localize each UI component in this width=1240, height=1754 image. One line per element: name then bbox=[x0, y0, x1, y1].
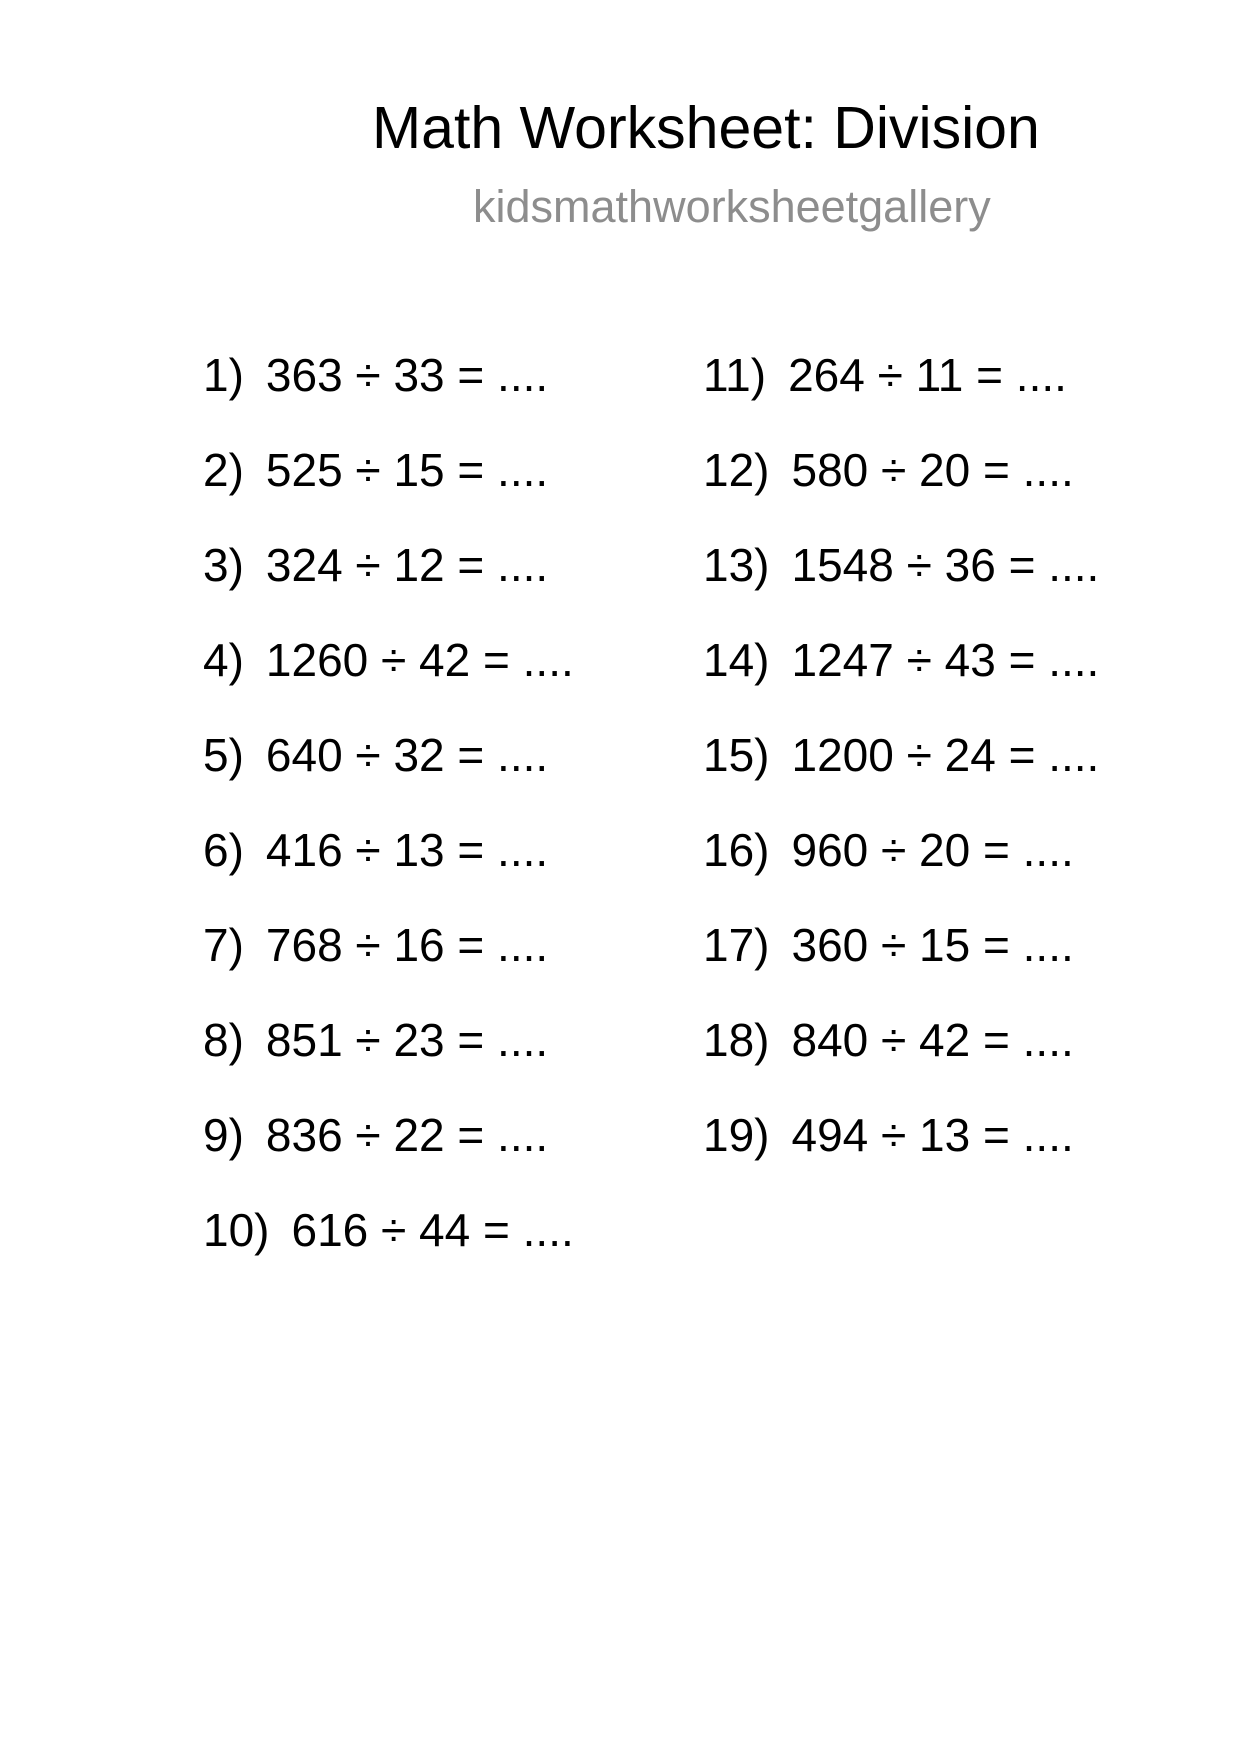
problem-number: 11) bbox=[703, 348, 767, 401]
problem-row bbox=[703, 612, 1099, 707]
problem-row bbox=[203, 612, 574, 707]
problem-number: 8) bbox=[203, 1013, 244, 1066]
problem-row bbox=[203, 1182, 574, 1277]
problem-expression: 616 ÷ 44 = .... bbox=[291, 1203, 574, 1256]
problem-row bbox=[203, 327, 574, 422]
problem-row bbox=[703, 897, 1099, 992]
problem-expression: 363 ÷ 33 = .... bbox=[265, 348, 549, 401]
problem-number: 2) bbox=[203, 443, 244, 496]
problem-number: 14) bbox=[703, 633, 770, 686]
problem-expression: 416 ÷ 13 = .... bbox=[265, 823, 549, 876]
problem-row bbox=[703, 992, 1099, 1087]
problem-expression: 525 ÷ 15 = .... bbox=[265, 443, 549, 496]
problems-right-column bbox=[703, 327, 1099, 1182]
problem-number: 10) bbox=[203, 1203, 270, 1256]
problem-number: 12) bbox=[703, 443, 770, 496]
problem-expression: 324 ÷ 12 = .... bbox=[265, 538, 549, 591]
problem-expression: 851 ÷ 23 = .... bbox=[265, 1013, 549, 1066]
page-subtitle: kidsmathworksheetgallery bbox=[473, 181, 991, 232]
problem-row bbox=[703, 802, 1099, 897]
problem-expression: 768 ÷ 16 = .... bbox=[265, 918, 549, 971]
problem-number: 19) bbox=[703, 1108, 770, 1161]
page-title: Math Worksheet: Division bbox=[372, 95, 1040, 161]
problem-row bbox=[203, 517, 574, 612]
problem-number: 15) bbox=[703, 728, 770, 781]
problem-row bbox=[703, 422, 1099, 517]
problem-expression: 640 ÷ 32 = .... bbox=[265, 728, 549, 781]
problem-number: 9) bbox=[203, 1108, 244, 1161]
problem-row bbox=[203, 992, 574, 1087]
problem-row bbox=[703, 517, 1099, 612]
problem-expression: 960 ÷ 20 = .... bbox=[791, 823, 1074, 876]
problem-number: 16) bbox=[703, 823, 770, 876]
problem-number: 1) bbox=[203, 348, 244, 401]
problem-expression: 1548 ÷ 36 = .... bbox=[791, 538, 1100, 591]
problem-number: 3) bbox=[203, 538, 244, 591]
problem-expression: 836 ÷ 22 = .... bbox=[265, 1108, 549, 1161]
problem-row bbox=[703, 327, 1099, 422]
problem-number: 17) bbox=[703, 918, 770, 971]
problems-left-column bbox=[203, 327, 574, 1277]
problem-number: 18) bbox=[703, 1013, 770, 1066]
problem-number: 4) bbox=[203, 633, 244, 686]
problem-expression: 1260 ÷ 42 = .... bbox=[265, 633, 574, 686]
problem-expression: 1200 ÷ 24 = .... bbox=[791, 728, 1100, 781]
problem-expression: 840 ÷ 42 = .... bbox=[791, 1013, 1074, 1066]
problem-expression: 1247 ÷ 43 = .... bbox=[791, 633, 1100, 686]
problem-row bbox=[203, 897, 574, 992]
problem-expression: 580 ÷ 20 = .... bbox=[791, 443, 1074, 496]
problem-number: 6) bbox=[203, 823, 244, 876]
problem-expression: 494 ÷ 13 = .... bbox=[791, 1108, 1074, 1161]
problem-row bbox=[203, 707, 574, 802]
problem-number: 7) bbox=[203, 918, 244, 971]
problem-row bbox=[703, 1087, 1099, 1182]
problem-row bbox=[203, 1087, 574, 1182]
problem-number: 5) bbox=[203, 728, 244, 781]
problem-row bbox=[203, 422, 574, 517]
problem-expression: 360 ÷ 15 = .... bbox=[791, 918, 1074, 971]
problem-number: 13) bbox=[703, 538, 770, 591]
problem-row bbox=[203, 802, 574, 897]
problem-expression: 264 ÷ 11 = .... bbox=[788, 348, 1067, 401]
problem-row bbox=[703, 707, 1099, 802]
